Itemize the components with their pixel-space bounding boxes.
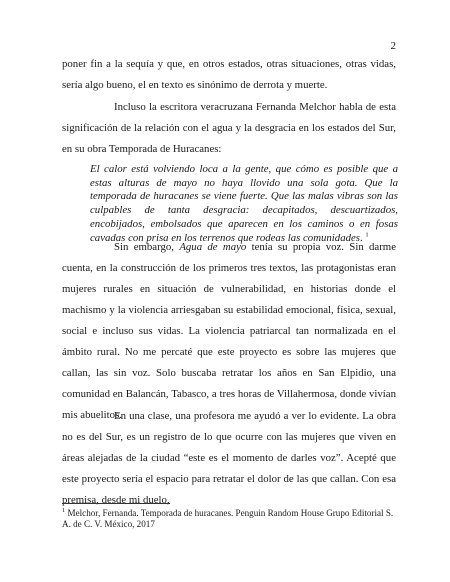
page-number: 2 bbox=[390, 40, 396, 52]
paragraph-3-after: tenía su propia voz. Sin darme cuenta, en la construcción de los primeros tres textos, las protagonistas eran mujeres rurales en situación de vulnerabilidad, en historias donde el machismo y la violencia arriesgaban su estabilidad emocional, física, sexual, social e incluso sus vidas. La violencia patriarcal tan normalizada en el ámbito rural. No me percaté que este proyecto es sobre las mujeres que callan, las sin voz. Solo buscaba retratar los años en San Elpidio, una comunidad en Balancán, Tabasco, a tres horas de Villahermosa, donde vivían mis abuelitos. bbox=[62, 241, 396, 421]
paragraph-3-before: Sin embargo, bbox=[114, 241, 180, 253]
footnote-text: Melchor, Fernanda. Temporada de huracanes. Penguin Random House Grupo Editorial S. A. de C. V. México, 2017 bbox=[62, 508, 394, 529]
block-quote-end: . bbox=[360, 231, 366, 244]
paragraph-4: En una clase, una profesora me ayudó a ver lo evidente. La obra no es del Sur, es un registro de lo que ocurre con las mujeres que viven en áreas alejadas de la ciudad “este es el momento de darles voz”. Acepté que este proyecto sería el espacio para retratar el dolor de las que callan. Con esa premisa, desde mi duelo, bbox=[62, 410, 396, 506]
footnote bbox=[62, 508, 398, 530]
book-title: Agua de mayo bbox=[179, 241, 247, 253]
footnote-reference: 1 bbox=[365, 230, 369, 238]
paragraph-2: Incluso la escritora veracruzana Fernanda Melchor habla de esta significación de la relación con el agua y la desgracia en los estados del Sur, en su obra Temporada de Huracanes: bbox=[62, 101, 396, 155]
paragraph-3 bbox=[62, 237, 396, 426]
footnote-divider bbox=[62, 503, 170, 504]
block-quote bbox=[90, 163, 398, 245]
block-quote-text: El calor está volviendo loca a la gente, que cómo es posible que a estas alturas de mayo no haya llovido una sola gota. Que la temporada de huracanes se viene fuerte. Que las malas vibras son las culpables de tanta desgracia: decapitados, descuartizados, encobijados, embolsados que aparecen en los caminos o en fosas cavadas con prisa en los terrenos que rodeas las comunidades bbox=[90, 163, 398, 244]
footnote-marker: 1 bbox=[62, 506, 66, 514]
paragraph-1: poner fin a la sequía y que, en otros estados, otras situaciones, otras vidas, sería algo bueno, el en texto es sinónimo de derrota y muerte. bbox=[62, 58, 396, 91]
